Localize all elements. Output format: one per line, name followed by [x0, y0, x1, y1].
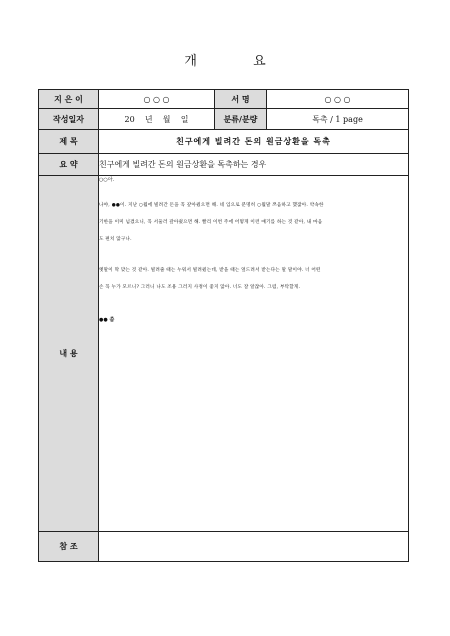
letter-paragraph-1: [99, 197, 408, 248]
subject-value: 친구에게 빌려간 돈의 원금상환을 독촉: [99, 130, 409, 154]
letter-line: 옛말이 딱 맞는 것 같아. 빌려줄 때는 누워서 빌려줬는데, 받을 때는 엎드려서 받는다는 말 말이야. 너 어떤: [99, 268, 321, 273]
letter-line: 도 편치 않구나.: [99, 237, 132, 242]
date-value: 20 년 월 일: [99, 109, 215, 130]
author-value: ○ ○ ○: [99, 90, 215, 109]
category-value: 독촉 / 1 page: [267, 109, 409, 130]
letter-signoff: ●● 씀: [99, 317, 115, 323]
reference-value: [99, 532, 409, 562]
author-label: 지 은 이: [39, 90, 99, 109]
letter-greeting: ○○아.: [99, 177, 115, 183]
content-row: [39, 176, 409, 532]
letter-line: 기한을 이미 넘겼으니, 꼭 서둘러 갚아줬으면 해. 빨리 이번 주에 어떻게 이런 얘기를 하는 것 같아, 내 마음: [99, 220, 323, 225]
subject-row: [39, 130, 409, 154]
letter-paragraph-2: [99, 262, 408, 296]
date-row: [39, 109, 409, 130]
signature-value: ○ ○ ○: [267, 90, 409, 109]
paragraph-gap: [99, 248, 408, 262]
letter-line: 손 꼭 누가 모르니? 그러니 나도 조용 그러지 사정이 좋지 않아. 너도 잘 알잖아. 그럼, 부탁할게.: [99, 285, 301, 290]
subject-label: 제 목: [39, 130, 99, 154]
content-label: 내 용: [39, 176, 99, 532]
page-title: 개 요: [184, 54, 292, 69]
category-label: 분류/분량: [215, 109, 267, 130]
date-label: 작성일자: [39, 109, 99, 130]
reference-label: 참 조: [39, 532, 99, 562]
summary-row: [39, 154, 409, 176]
summary-label: 요 약: [39, 154, 99, 176]
author-row: [39, 90, 409, 109]
letter-line: 나야, ●●이. 지난 ○월에 빌려간 돈을 꼭 갚아줬으면 해. 네 입으로 분명히 ○월말 쯔음하고 했잖아. 약속한: [99, 203, 324, 208]
summary-value: 친구에게 빌려간 돈의 원금상환을 독촉하는 경우: [99, 154, 409, 176]
content-body: [99, 176, 409, 532]
document-form-table: [38, 89, 409, 562]
reference-row: [39, 532, 409, 562]
signature-label: 서 명: [215, 90, 267, 109]
